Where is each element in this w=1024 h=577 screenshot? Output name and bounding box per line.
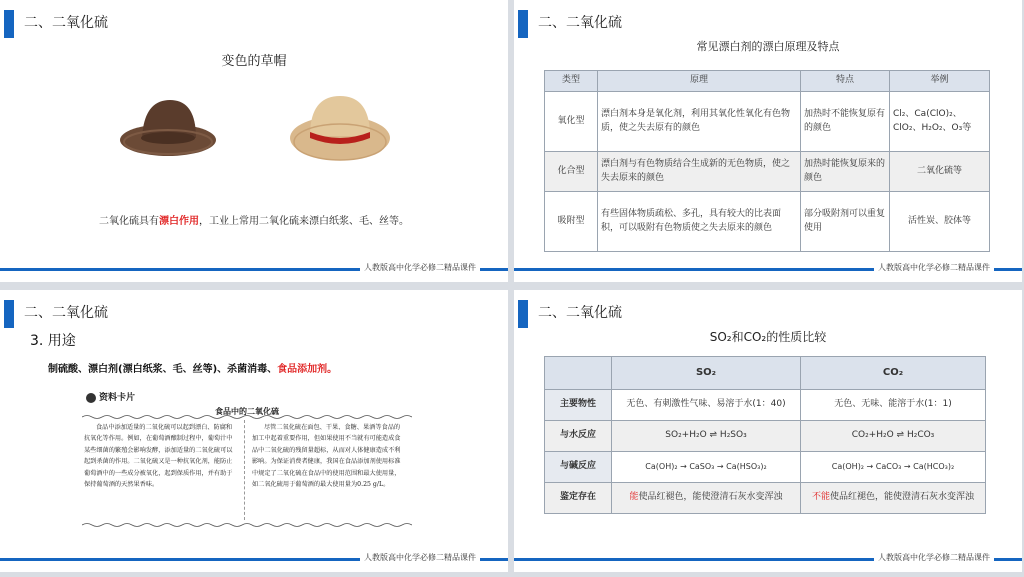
- table-cell: 无色、无味、能溶于水(1：1): [801, 390, 986, 421]
- row-label: 鉴定存在: [545, 483, 612, 514]
- table-header: 特点: [801, 71, 890, 92]
- table-header-empty: [545, 357, 612, 390]
- table-row: [545, 483, 986, 514]
- uses-main: 制硫酸、漂白剂(漂白纸浆、毛、丝等)、杀菌消毒、: [48, 364, 278, 375]
- table-cell: 加热时不能恢复原有的颜色: [801, 92, 890, 152]
- cell-highlight: 能: [629, 492, 639, 503]
- table-row: [545, 452, 986, 483]
- heading-bar: [518, 300, 528, 328]
- light-straw-hat-image: [288, 94, 392, 164]
- heading-bar: [518, 10, 528, 38]
- table-row: [545, 192, 990, 252]
- table-cell: 无色、有刺激性气味、易溶于水(1：40): [612, 390, 801, 421]
- heading-bar: [4, 300, 14, 328]
- card-title: 食品中的二氧化硫: [215, 407, 279, 416]
- table-cell: 有些固体物质疏松、多孔，具有较大的比表面积，可以吸附有色物质使之失去原来的颜色: [598, 192, 801, 252]
- comparison-table: [544, 356, 986, 514]
- table-row: [545, 421, 986, 452]
- card-column-right: 尽管二氧化硫在面包、干果、食糖、果酒等食品的加工中起着重要作用，但如果使用不当就有可能造成食品中二氧化硫的残留量超标，从而对人体健康造成不利影响。为保证消费者健康，我国在食品添加剂使用标准中规定了二氧化硫在食品中的使用范围和最大使用量，如二氧化硫用于葡萄酒的最大使用量为0.25 g/L。: [252, 424, 401, 489]
- row-label: 主要物性: [545, 390, 612, 421]
- table-header: 举例: [890, 71, 990, 92]
- footer-text: 人教版高中化学必修二精品课件: [360, 552, 480, 563]
- slide-4: [514, 290, 1022, 572]
- heading-bar: [4, 10, 14, 38]
- table-cell: Ca(OH)₂ → CaSO₃ → Ca(HSO₃)₂: [612, 452, 801, 483]
- table-cell: 加热时能恢复原来的颜色: [801, 152, 890, 192]
- table-cell: 漂白剂本身是氧化剂，利用其氧化性氧化有色物质，使之失去原有的颜色: [598, 92, 801, 152]
- table-header-row: [545, 71, 990, 92]
- footer-text: 人教版高中化学必修二精品课件: [874, 552, 994, 563]
- row-label: 与水反应: [545, 421, 612, 452]
- book-icon: [86, 393, 96, 403]
- slide-title: 变色的草帽: [221, 54, 287, 69]
- uses-highlight: 食品添加剂。: [277, 364, 338, 375]
- slide-3: [0, 290, 508, 572]
- bleach-table: [544, 70, 990, 252]
- table-row: [545, 92, 990, 152]
- wave-divider-top: [82, 414, 412, 420]
- table-header: 原理: [598, 71, 801, 92]
- card-label: [86, 390, 135, 403]
- table-cell: 化合型: [545, 152, 598, 192]
- table-cell: 吸附型: [545, 192, 598, 252]
- slide-title: SO₂和CO₂的性质比较: [709, 330, 827, 344]
- card-column-left: 食品中添加适量的二氧化硫可以起到漂白、防腐和抗氧化等作用。例如，在葡萄酒酿制过程中，葡萄汁中某些细菌的繁殖会影响发酵，添加适量的二氧化硫可以起到杀菌的作用。二氧化硫又是一种抗氧化剂，能防止葡萄酒中的一些成分被氧化，起到保质作用，并有助于保持葡萄酒的天然果香味。: [84, 424, 233, 489]
- caption-text-end: ，工业上常用二氧化硫来漂白纸浆、毛、丝等。: [199, 216, 409, 227]
- cell-text: 使品红褪色，能使澄清石灰水变浑浊: [638, 492, 783, 503]
- table-cell: [612, 483, 801, 514]
- cell-text: 使品红褪色，能使澄清石灰水变浑浊: [830, 492, 975, 503]
- table-header: CO₂: [801, 357, 986, 390]
- uses-subtitle: 3. 用途: [30, 333, 76, 349]
- bleach-caption: [0, 212, 508, 227]
- dark-straw-hat-image: [118, 96, 218, 162]
- table-cell: Cl₂、Ca(ClO)₂、ClO₂、H₂O₂、O₃等: [890, 92, 990, 152]
- footer-text: 人教版高中化学必修二精品课件: [360, 262, 480, 273]
- table-cell: 二氧化硫等: [890, 152, 990, 192]
- table-header: SO₂: [612, 357, 801, 390]
- wave-divider-bottom: [82, 522, 412, 528]
- card-divider: [244, 420, 245, 520]
- slide-heading: 二、二氧化硫: [24, 15, 108, 31]
- table-header-row: [545, 357, 986, 390]
- table-cell: CO₂+H₂O ⇌ H₂CO₃: [801, 421, 986, 452]
- table-cell: [801, 483, 986, 514]
- caption-text: 二氧化硫具有: [99, 216, 159, 227]
- table-row: [545, 152, 990, 192]
- slide-title: 常见漂白剂的漂白原理及特点: [696, 40, 840, 53]
- footer-text: 人教版高中化学必修二精品课件: [874, 262, 994, 273]
- table-cell: Ca(OH)₂ → CaCO₃ → Ca(HCO₃)₂: [801, 452, 986, 483]
- table-cell: 部分吸附剂可以重复使用: [801, 192, 890, 252]
- table-cell: 漂白剂与有色物质结合生成新的无色物质，使之失去原来的颜色: [598, 152, 801, 192]
- uses-text: [48, 360, 337, 375]
- slide-heading: 二、二氧化硫: [538, 305, 622, 321]
- table-row: [545, 390, 986, 421]
- slide-heading: 二、二氧化硫: [538, 15, 622, 31]
- slide-1: [0, 0, 508, 282]
- table-cell: 活性炭、胶体等: [890, 192, 990, 252]
- slide-heading: 二、二氧化硫: [24, 305, 108, 321]
- table-cell: 氧化型: [545, 92, 598, 152]
- caption-highlight: 漂白作用: [159, 216, 199, 227]
- cell-highlight: 不能: [811, 492, 830, 503]
- info-card: [82, 386, 412, 531]
- slide-2: [514, 0, 1022, 282]
- row-label: 与碱反应: [545, 452, 612, 483]
- table-cell: SO₂+H₂O ⇌ H₂SO₃: [612, 421, 801, 452]
- table-header: 类型: [545, 71, 598, 92]
- card-label-text: 资料卡片: [99, 393, 136, 403]
